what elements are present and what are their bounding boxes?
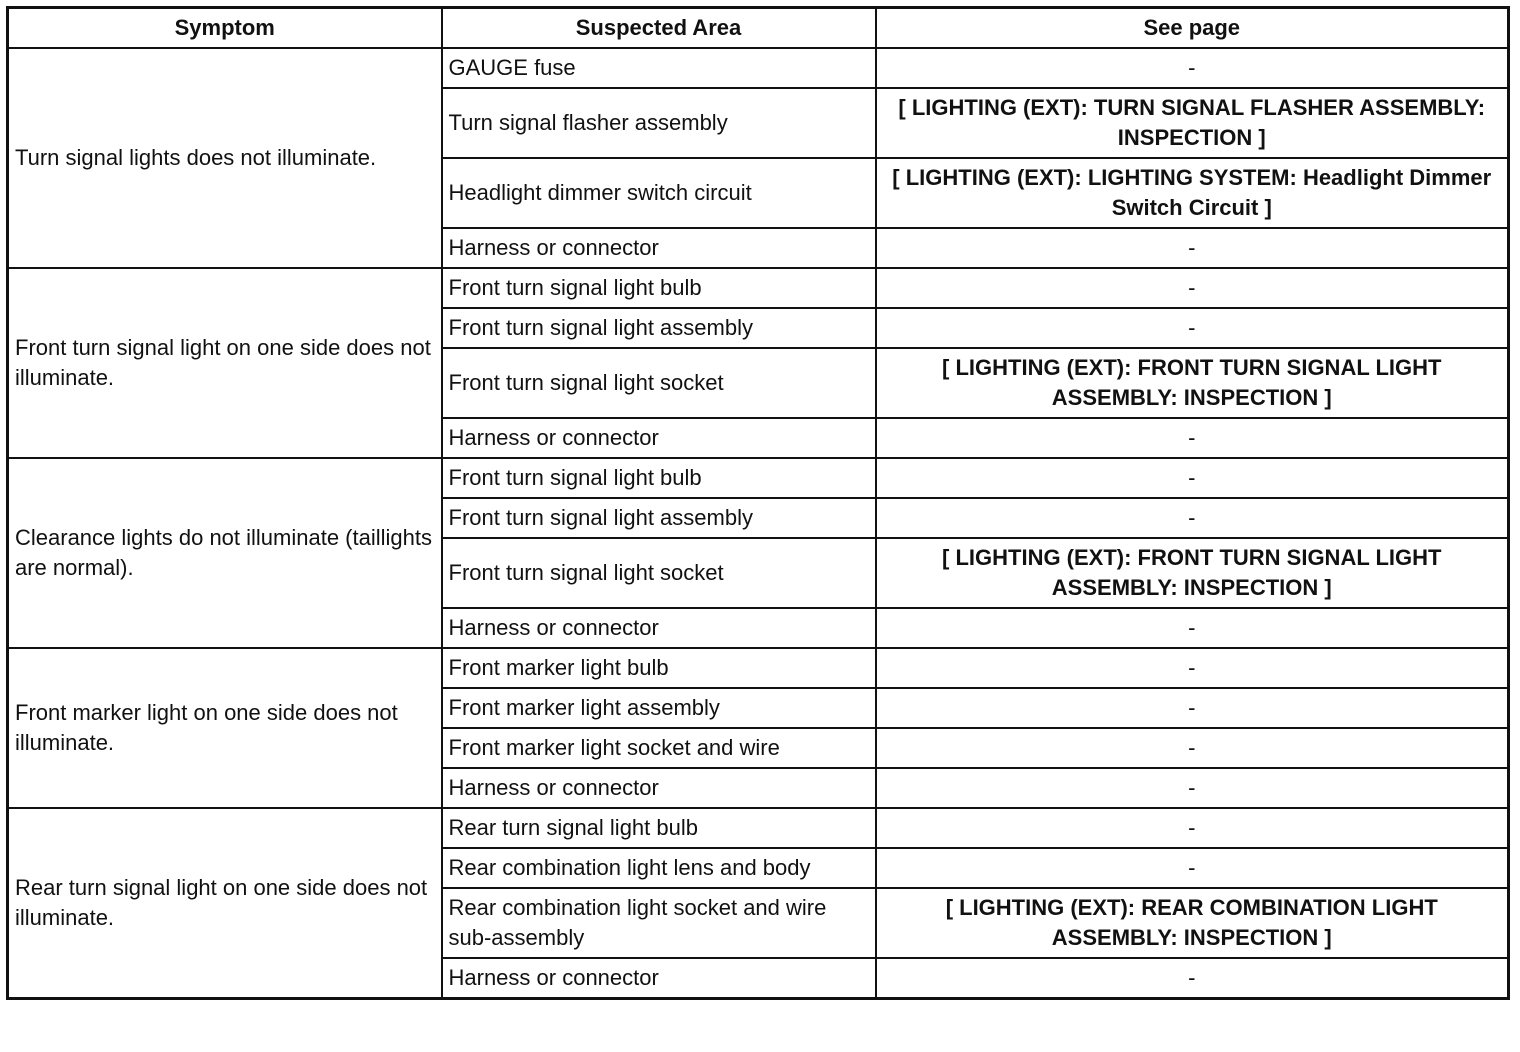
suspected-area-cell: Harness or connector [442, 228, 876, 268]
see-page-cell: - [876, 688, 1509, 728]
suspected-area-cell: Front turn signal light assembly [442, 498, 876, 538]
table-body [8, 48, 1509, 999]
header-symptom: Symptom [8, 8, 442, 49]
see-page-cell: - [876, 608, 1509, 648]
see-page-cell: - [876, 848, 1509, 888]
see-page-cell: - [876, 648, 1509, 688]
see-page-cell: - [876, 728, 1509, 768]
symptom-cell: Turn signal lights does not illuminate. [8, 48, 442, 268]
symptom-cell: Front turn signal light on one side does not illuminate. [8, 268, 442, 458]
see-page-cell: [ LIGHTING (EXT): FRONT TURN SIGNAL LIGHT ASSEMBLY: INSPECTION ] [876, 538, 1509, 608]
suspected-area-cell: Turn signal flasher assembly [442, 88, 876, 158]
suspected-area-cell: Harness or connector [442, 608, 876, 648]
see-page-cell: - [876, 418, 1509, 458]
table-row [8, 458, 1509, 498]
see-page-cell: - [876, 808, 1509, 848]
suspected-area-cell: Front turn signal light assembly [442, 308, 876, 348]
suspected-area-cell: Harness or connector [442, 418, 876, 458]
table-row [8, 808, 1509, 848]
header-suspected-area: Suspected Area [442, 8, 876, 49]
suspected-area-cell: Front marker light assembly [442, 688, 876, 728]
see-page-cell: - [876, 768, 1509, 808]
see-page-cell: - [876, 228, 1509, 268]
see-page-cell: - [876, 958, 1509, 999]
table-row [8, 48, 1509, 88]
suspected-area-cell: Rear turn signal light bulb [442, 808, 876, 848]
troubleshooting-table [6, 6, 1510, 1000]
suspected-area-cell: Front turn signal light bulb [442, 458, 876, 498]
suspected-area-cell: GAUGE fuse [442, 48, 876, 88]
see-page-cell: - [876, 498, 1509, 538]
symptom-cell: Front marker light on one side does not illuminate. [8, 648, 442, 808]
suspected-area-cell: Harness or connector [442, 958, 876, 999]
see-page-cell: - [876, 268, 1509, 308]
table-row [8, 648, 1509, 688]
table-row [8, 268, 1509, 308]
suspected-area-cell: Front marker light bulb [442, 648, 876, 688]
see-page-cell: [ LIGHTING (EXT): TURN SIGNAL FLASHER ASSEMBLY: INSPECTION ] [876, 88, 1509, 158]
see-page-cell: - [876, 308, 1509, 348]
suspected-area-cell: Front turn signal light socket [442, 348, 876, 418]
symptom-cell: Rear turn signal light on one side does not illuminate. [8, 808, 442, 999]
header-see-page: See page [876, 8, 1509, 49]
suspected-area-cell: Headlight dimmer switch circuit [442, 158, 876, 228]
see-page-cell: [ LIGHTING (EXT): LIGHTING SYSTEM: Headlight Dimmer Switch Circuit ] [876, 158, 1509, 228]
see-page-cell: - [876, 48, 1509, 88]
suspected-area-cell: Front turn signal light bulb [442, 268, 876, 308]
see-page-cell: - [876, 458, 1509, 498]
suspected-area-cell: Front marker light socket and wire [442, 728, 876, 768]
suspected-area-cell: Harness or connector [442, 768, 876, 808]
see-page-cell: [ LIGHTING (EXT): REAR COMBINATION LIGHT ASSEMBLY: INSPECTION ] [876, 888, 1509, 958]
suspected-area-cell: Rear combination light socket and wire sub-assembly [442, 888, 876, 958]
symptom-cell: Clearance lights do not illuminate (taillights are normal). [8, 458, 442, 648]
header-row [8, 8, 1509, 49]
suspected-area-cell: Front turn signal light socket [442, 538, 876, 608]
suspected-area-cell: Rear combination light lens and body [442, 848, 876, 888]
see-page-cell: [ LIGHTING (EXT): FRONT TURN SIGNAL LIGHT ASSEMBLY: INSPECTION ] [876, 348, 1509, 418]
